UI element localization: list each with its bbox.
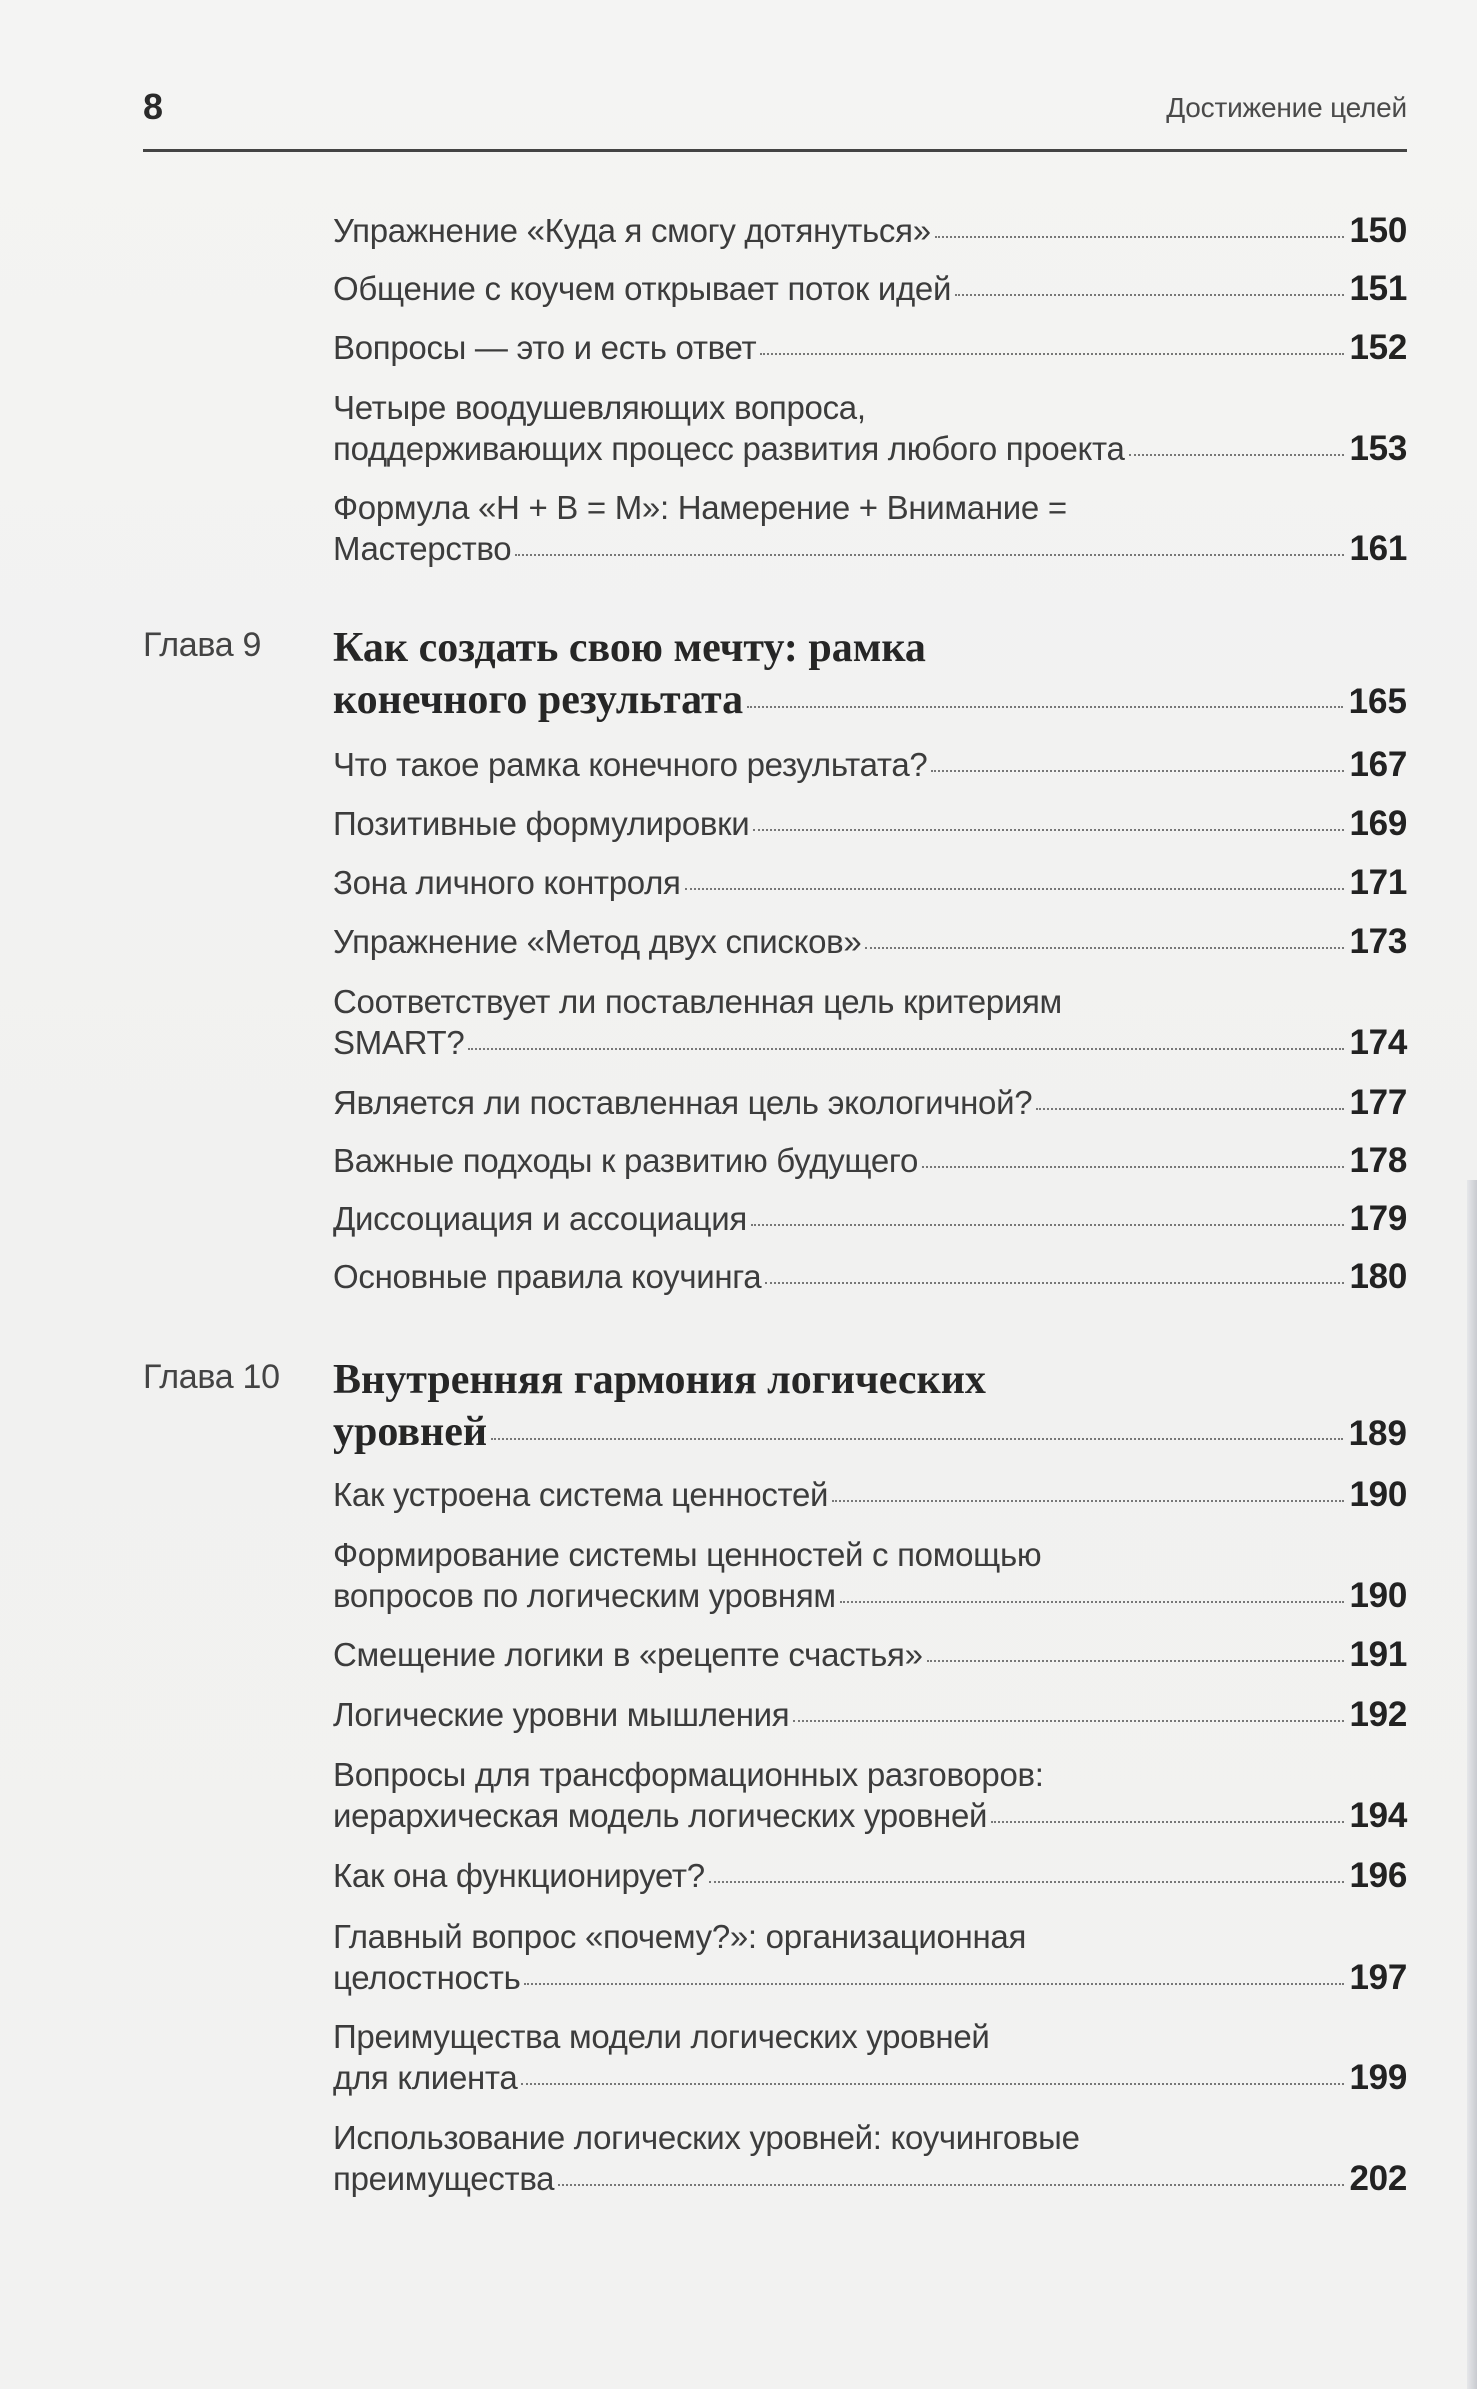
page-ref: 169 xyxy=(1349,804,1407,843)
toc-entry[interactable]: Преимущества модели логических уровней для клиента 199 xyxy=(333,2018,1407,2097)
leader-dots xyxy=(1129,454,1344,456)
toc-entry[interactable]: Четыре воодушевляющих вопроса, поддерживающих процесс развития любого проекта 153 xyxy=(333,389,1407,468)
leader-dots xyxy=(832,1500,1343,1502)
page-edge-shadow xyxy=(1467,1180,1477,2389)
page-ref: 153 xyxy=(1349,429,1407,468)
page-ref: 178 xyxy=(1349,1141,1407,1180)
page-ref: 161 xyxy=(1349,529,1407,568)
page-ref: 202 xyxy=(1349,2159,1407,2198)
toc-entry[interactable]: Как устроена система ценностей 190 xyxy=(333,1475,1407,1514)
page-ref: 192 xyxy=(1349,1695,1407,1734)
leader-dots xyxy=(753,829,1343,831)
leader-dots xyxy=(751,1224,1344,1226)
chapter-label: Глава 9 xyxy=(143,626,262,664)
leader-dots xyxy=(521,2083,1343,2085)
toc-entry[interactable]: Использование логических уровней: коучинговые преимущества 202 xyxy=(333,2119,1407,2198)
leader-dots xyxy=(991,1821,1343,1823)
leader-dots xyxy=(709,1881,1344,1883)
chapter-label: Глава 10 xyxy=(143,1358,280,1396)
toc-entry[interactable]: Является ли поставленная цель экологичной? 177 xyxy=(333,1083,1407,1122)
toc-entry[interactable]: Формула «Н + В = М»: Намерение + Внимание = Мастерство 161 xyxy=(333,489,1407,568)
running-title: Достижение целей xyxy=(1166,92,1407,123)
leader-dots xyxy=(935,236,1344,238)
leader-dots xyxy=(468,1048,1343,1050)
leader-dots xyxy=(1036,1108,1343,1110)
toc-entry[interactable]: Как она функционирует? 196 xyxy=(333,1856,1407,1895)
toc-entry[interactable]: Упражнение «Куда я смогу дотянуться» 150 xyxy=(333,211,1407,250)
page-ref: 180 xyxy=(1349,1257,1407,1296)
page-ref: 199 xyxy=(1349,2058,1407,2097)
leader-dots xyxy=(765,1282,1343,1284)
leader-dots xyxy=(840,1601,1344,1603)
toc-entry[interactable]: Диссоциация и ассоциация 179 xyxy=(333,1199,1407,1238)
page-ref: 191 xyxy=(1349,1635,1407,1674)
leader-dots xyxy=(927,1660,1344,1662)
leader-dots xyxy=(865,947,1343,949)
page-ref: 173 xyxy=(1349,922,1407,961)
toc-entry[interactable]: Логические уровни мышления 192 xyxy=(333,1695,1407,1734)
toc-entry[interactable]: Позитивные формулировки 169 xyxy=(333,804,1407,843)
toc-entry[interactable]: Соответствует ли поставленная цель критериям SMART? 174 xyxy=(333,983,1407,1062)
page-ref: 194 xyxy=(1349,1796,1407,1835)
page-ref: 152 xyxy=(1349,328,1407,367)
page-ref: 179 xyxy=(1349,1199,1407,1238)
page-ref: 165 xyxy=(1348,682,1407,721)
page-ref: 197 xyxy=(1349,1958,1407,1997)
toc-entry[interactable]: Формирование системы ценностей с помощью вопросов по логическим уровням 190 xyxy=(333,1536,1407,1615)
leader-dots xyxy=(747,706,1342,708)
page-ref: 196 xyxy=(1349,1856,1407,1895)
page-ref: 190 xyxy=(1349,1475,1407,1514)
toc-entry[interactable]: Смещение логики в «рецепте счастья» 191 xyxy=(333,1635,1407,1674)
toc-entry[interactable]: Что такое рамка конечного результата? 167 xyxy=(333,745,1407,784)
leader-dots xyxy=(931,770,1343,772)
page-ref: 167 xyxy=(1349,745,1407,784)
header-rule xyxy=(143,149,1407,152)
running-head xyxy=(143,86,1407,136)
leader-dots xyxy=(955,294,1343,296)
page-ref: 171 xyxy=(1349,863,1407,902)
page-ref: 174 xyxy=(1349,1023,1407,1062)
leader-dots xyxy=(760,353,1343,355)
page-ref: 189 xyxy=(1348,1414,1407,1453)
leader-dots xyxy=(922,1166,1344,1168)
leader-dots xyxy=(558,2184,1343,2186)
chapter-title[interactable]: Как создать свою мечту: рамка конечного результата 165 xyxy=(333,622,1407,728)
toc-entry[interactable]: Основные правила коучинга 180 xyxy=(333,1257,1407,1296)
leader-dots xyxy=(515,554,1343,556)
page-ref: 150 xyxy=(1349,211,1407,250)
chapter-title[interactable]: Внутренняя гармония логических уровней 189 xyxy=(333,1354,1407,1460)
page-ref: 190 xyxy=(1349,1576,1407,1615)
page-ref: 177 xyxy=(1349,1083,1407,1122)
leader-dots xyxy=(793,1720,1343,1722)
leader-dots xyxy=(685,888,1344,890)
leader-dots xyxy=(524,1983,1343,1985)
toc-entry[interactable]: Вопросы — это и есть ответ 152 xyxy=(333,328,1407,367)
toc-entry[interactable]: Общение с коучем открывает поток идей 151 xyxy=(333,269,1407,308)
page-ref: 151 xyxy=(1349,269,1407,308)
toc-entry[interactable]: Зона личного контроля 171 xyxy=(333,863,1407,902)
toc-entry[interactable]: Вопросы для трансформационных разговоров: иерархическая модель логических уровней 194 xyxy=(333,1756,1407,1835)
toc-entry[interactable]: Главный вопрос «почему?»: организационная целостность 197 xyxy=(333,1918,1407,1997)
toc-entry[interactable]: Важные подходы к развитию будущего 178 xyxy=(333,1141,1407,1180)
toc-entry[interactable]: Упражнение «Метод двух списков» 173 xyxy=(333,922,1407,961)
leader-dots xyxy=(491,1438,1343,1440)
page-number: 8 xyxy=(143,86,164,127)
